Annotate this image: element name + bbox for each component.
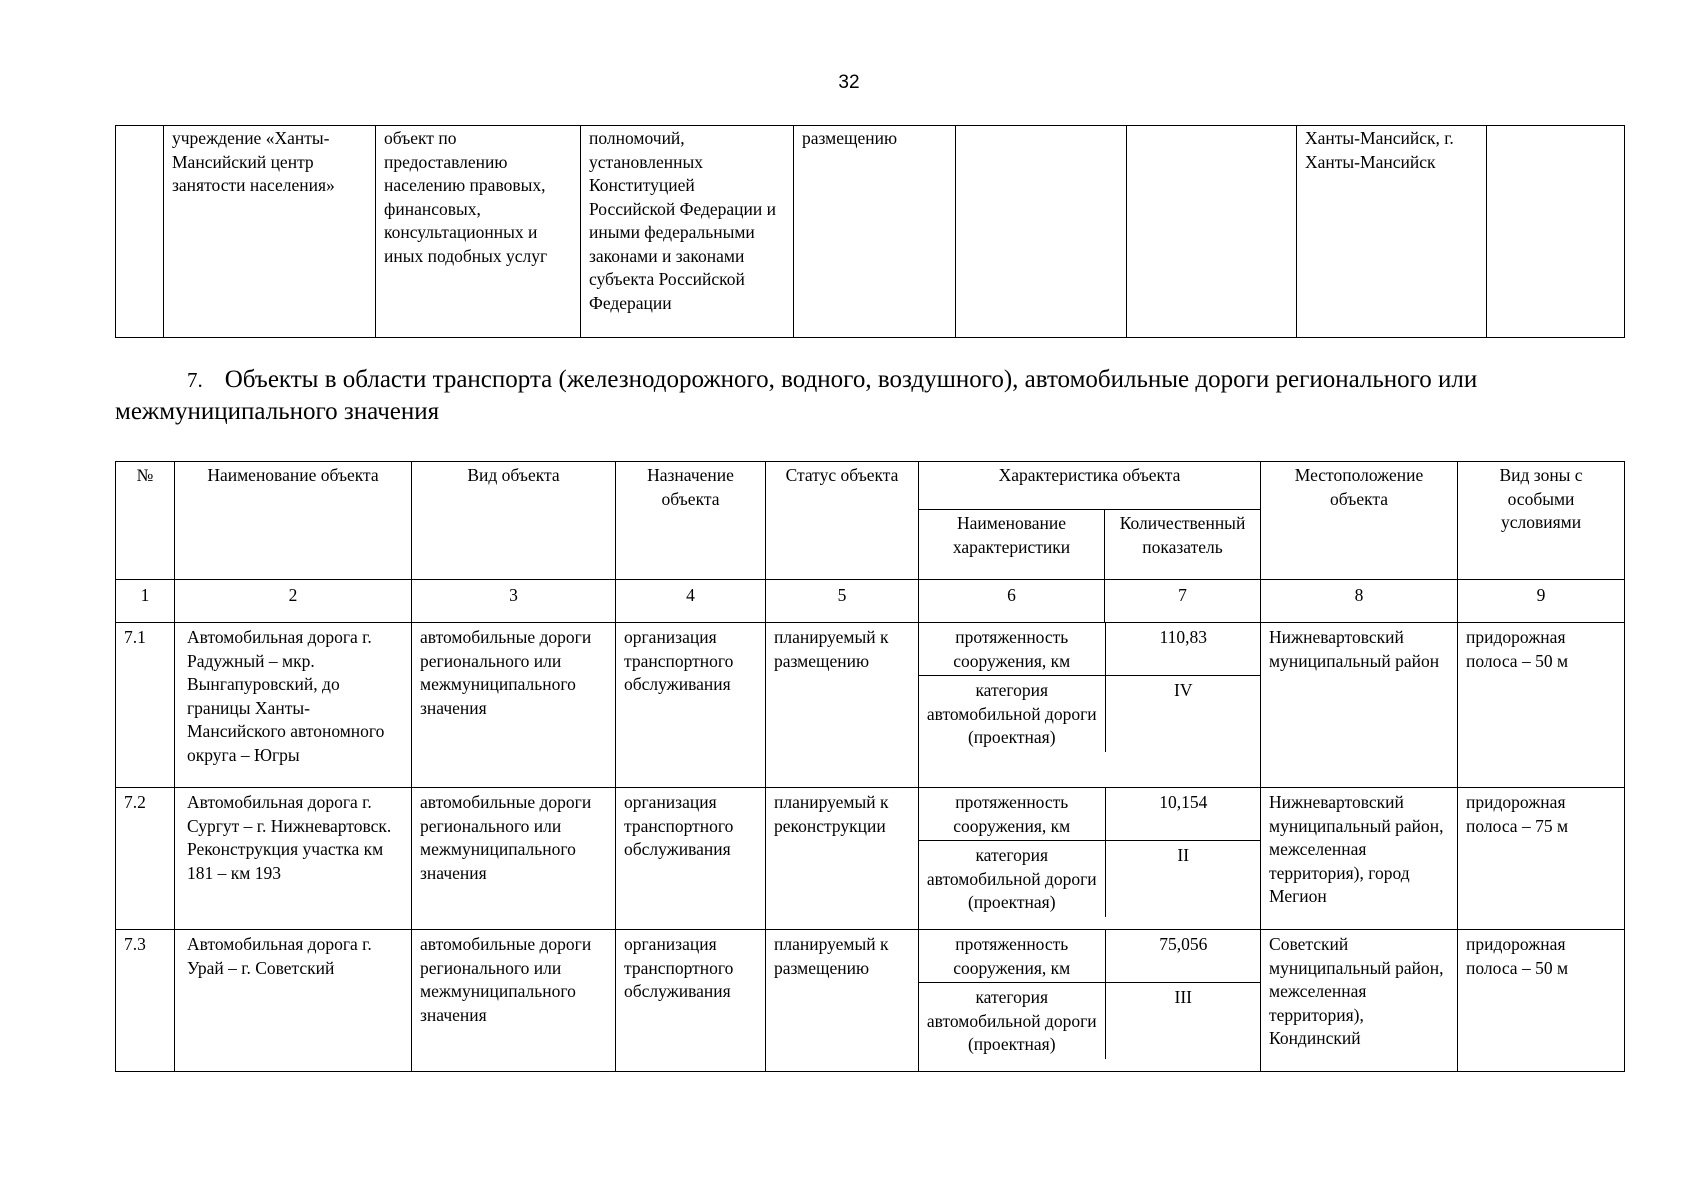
header-row (116, 462, 1625, 510)
column-number: 1 (116, 580, 175, 623)
cell-purpose: полномочий, установленных Конституцией Российской Федерации и иными федеральными законами и законами субъекта Российской Федерации (581, 126, 794, 338)
header-type: Вид объекта (412, 462, 616, 580)
header-name: Наименование объекта (175, 462, 412, 580)
table-row (116, 623, 1625, 788)
object-type: автомобильные дороги регионального или межмуниципального значения (412, 623, 616, 788)
char-name: категория автомобильной дороги (проектная) (919, 841, 1105, 917)
header-no: № (116, 462, 175, 580)
char-name: протяженность сооружения, км (919, 788, 1105, 841)
char-value: 10,154 (1105, 788, 1261, 841)
cell-no (116, 126, 164, 338)
characteristic-row (919, 983, 1261, 1059)
object-status: планируемый к реконструкции (766, 788, 919, 930)
char-value: 75,056 (1105, 930, 1261, 983)
object-name: Автомобильная дорога г. Сургут – г. Нижневартовск. Реконструкция участка км 181 – км 193 (175, 788, 412, 930)
row-number: 7.2 (116, 788, 175, 930)
char-value: II (1177, 845, 1190, 865)
column-number: 9 (1458, 580, 1625, 623)
header-location: Местоположение объекта (1261, 462, 1458, 580)
header-status: Статус объекта (766, 462, 919, 580)
column-number-row (116, 580, 1625, 623)
row-number: 7.3 (116, 930, 175, 1072)
column-number: 8 (1261, 580, 1458, 623)
continuation-table (115, 125, 1625, 338)
page-number: 32 (838, 72, 860, 93)
char-name: протяженность сооружения, км (919, 930, 1105, 983)
characteristic-row (919, 841, 1261, 917)
char-value: III (1174, 987, 1192, 1007)
header-char-value: Количественный показатель (1105, 510, 1261, 580)
object-name: Автомобильная дорога г. Радужный – мкр. Вынгапуровский, до границы Ханты-Мансийского автономного округа – Югры (175, 623, 412, 788)
column-number: 7 (1105, 580, 1261, 623)
object-purpose: организация транспортного обслуживания (616, 623, 766, 788)
object-characteristics (919, 623, 1261, 788)
header-zone: Вид зоны с особыми условиями (1458, 462, 1625, 580)
cell-zone (1487, 126, 1625, 338)
characteristic-row (919, 788, 1261, 841)
char-name: протяженность сооружения, км (919, 623, 1105, 676)
object-location: Нижневартовский муниципальный район, межселенная территория), город Мегион (1261, 788, 1458, 930)
object-status: планируемый к размещению (766, 623, 919, 788)
object-purpose: организация транспортного обслуживания (616, 930, 766, 1072)
zone-type: придорожная полоса – 75 м (1458, 788, 1625, 930)
column-number: 6 (919, 580, 1105, 623)
object-status: планируемый к размещению (766, 930, 919, 1072)
characteristics-subtable (919, 788, 1261, 917)
cell-char-name (956, 126, 1127, 338)
characteristics-subtable (919, 623, 1261, 752)
header-char-name: Наименование характеристики (919, 510, 1105, 580)
object-name: Автомобильная дорога г. Урай – г. Советский (175, 930, 412, 1072)
cell-char-value (1127, 126, 1297, 338)
characteristics-subtable (919, 930, 1261, 1059)
table-row (116, 788, 1625, 930)
cell-name: учреждение «Ханты-Мансийский центр занятости населения» (164, 126, 376, 338)
header-characteristic: Характеристика объекта (919, 462, 1261, 510)
object-type: автомобильные дороги регионального или межмуниципального значения (412, 930, 616, 1072)
transport-objects-table (115, 461, 1625, 1072)
section-title: Объекты в области транспорта (железнодорожного, водного, воздушного), автомобильные дороги регионального или межмуниципального значения (115, 366, 1478, 425)
cell-type: объект по предоставлению населению правовых, финансовых, консультационных и иных подобных услуг (376, 126, 581, 338)
object-location: Нижневартовский муниципальный район (1261, 623, 1458, 788)
cell-location: Ханты-Мансийск, г. Ханты-Мансийск (1297, 126, 1487, 338)
zone-type: придорожная полоса – 50 м (1458, 623, 1625, 788)
char-name: категория автомобильной дороги (проектная) (919, 983, 1105, 1059)
row-number: 7.1 (116, 623, 175, 788)
characteristic-row (919, 930, 1261, 983)
section-heading (115, 364, 1627, 427)
characteristic-row (919, 623, 1261, 676)
object-characteristics (919, 788, 1261, 930)
object-characteristics (919, 930, 1261, 1072)
object-type: автомобильные дороги регионального или межмуниципального значения (412, 788, 616, 930)
header-purpose: Назначение объекта (616, 462, 766, 580)
table-row (116, 930, 1625, 1072)
section-number: 7. (187, 368, 203, 392)
char-value: IV (1174, 680, 1193, 700)
continuation-row (116, 126, 1625, 338)
zone-type: придорожная полоса – 50 м (1458, 930, 1625, 1072)
characteristic-row (919, 676, 1261, 752)
cell-status: размещению (794, 126, 956, 338)
column-number: 2 (175, 580, 412, 623)
object-purpose: организация транспортного обслуживания (616, 788, 766, 930)
column-number: 4 (616, 580, 766, 623)
object-location: Советский муниципальный район, межселенная территория), Кондинский (1261, 930, 1458, 1072)
column-number: 3 (412, 580, 616, 623)
char-name: категория автомобильной дороги (проектная) (919, 676, 1105, 752)
column-number: 5 (766, 580, 919, 623)
char-value: 110,83 (1105, 623, 1261, 676)
